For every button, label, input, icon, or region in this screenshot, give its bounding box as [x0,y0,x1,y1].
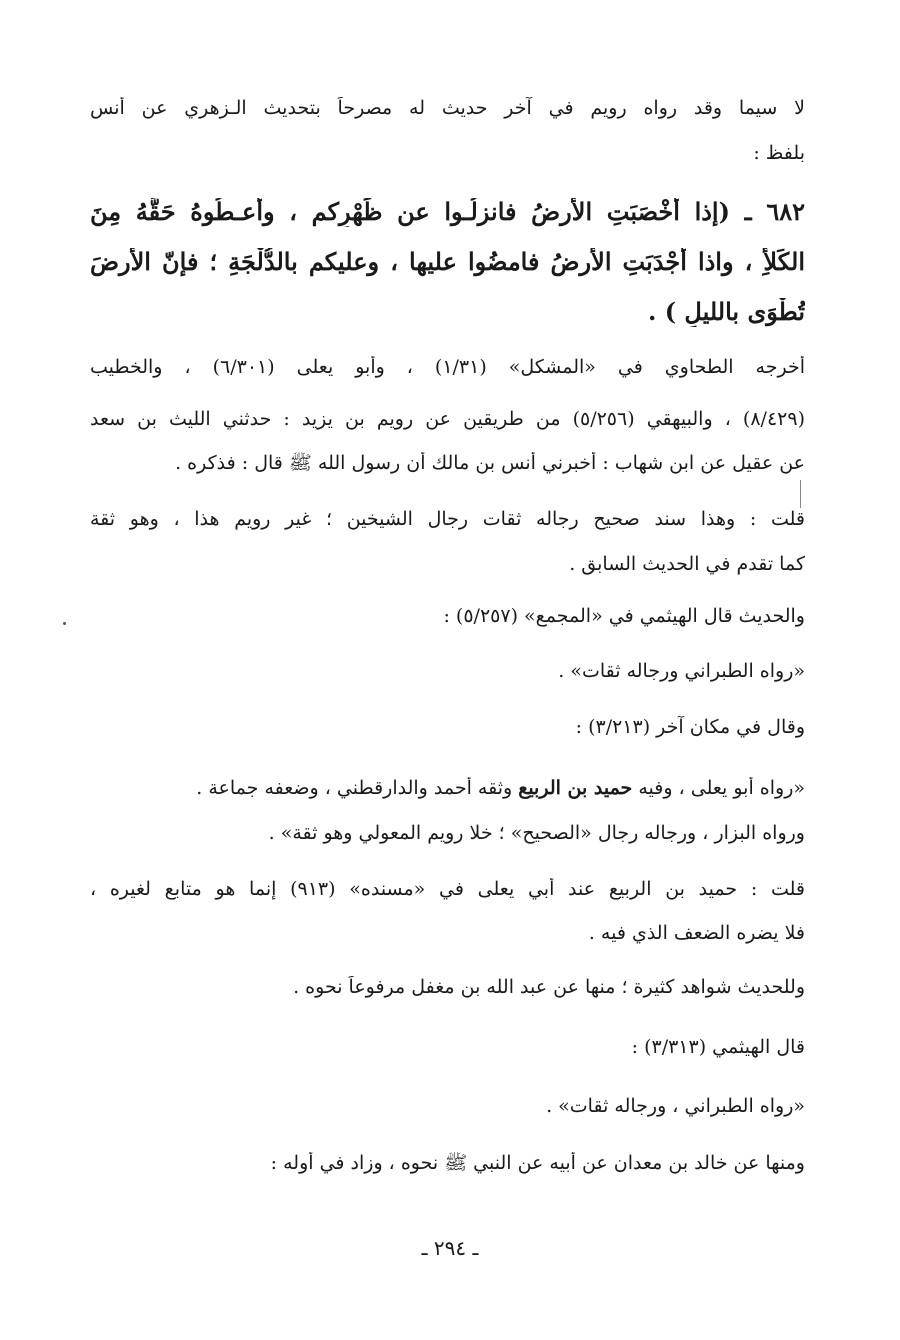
text-line: قلت : حميد بن الربيع عند أبي يعلى في «مسنده» (٩١٣) إنما هو متابع لغيره ، [90,878,805,900]
text-line: قلت : وهذا سند صحيح رجاله ثقات رجال الشيخين ؛ غير رويم هذا ، وهو ثقة [90,508,805,530]
quote-line: «رواه الطبراني ، ورجاله ثقات» . [546,1095,805,1117]
narrator-name: حميد بن الربيع [518,777,633,799]
text-line: قال الهيثمي (٣/٣١٣) : [631,1036,805,1058]
scan-speck [63,622,66,625]
text-line: لا سيما وقد رواه رويم في آخر حديث له مصرحاً بتحديث الـزهري عن أنس [90,97,805,119]
quote-part: وثقه أحمد والدارقطني ، وضعفه جماعة . [196,777,519,799]
text-line: بلفظ : [753,142,805,164]
quote-part: «رواه أبو يعلى ، وفيه [632,777,805,799]
hadith-line: تُطْوَى بالليلِ ) . [648,298,805,326]
text-line: أخرجه الطحاوي في «المشكل» (١/٣١) ، وأبو يعلى (٦/٣٠١) ، والخطيب [90,356,805,378]
scan-speck [800,480,801,508]
quote-line [90,777,805,800]
text-line: فلا يضره الضعف الذي فيه . [588,922,805,944]
text-line: ومنها عن خالد بن معدان عن أبيه عن النبي ﷺ نحوه ، وزاد في أوله : [270,1152,805,1174]
text-line: وقال في مكان آخر (٣/٢١٣) : [575,716,805,738]
hadith-line: ٦٨٢ ـ (إذا أخْصَبَتِ الأرضُ فانزلُـوا عن ظَهْرِكم ، وأعـطُوهُ حَقَّهُ مِنَ [90,198,805,226]
hadith-line: الكَلأِ ، واذا أجْدَبَتِ الأرضُ فامضُوا عليها ، وعليكم بالدُّلْجَةِ ؛ فإنّ الأرضَ [90,248,805,276]
text-line: وللحديث شواهد كثيرة ؛ منها عن عبد الله بن مغفل مرفوعاً نحوه . [293,976,805,998]
quote-line: ورواه البزار ، ورجاله رجال «الصحيح» ؛ خلا رويم المعولي وهو ثقة» . [268,822,805,844]
text-line: (٨/٤٢٩) ، والبيهقي (٥/٢٥٦) من طريقين عن رويم بن يزيد : حدثني الليث بن سعد [90,408,805,430]
text-line: عن عقيل عن ابن شهاب : أخبرني أنس بن مالك أن رسول الله ﷺ قال : فذكره . [175,452,805,474]
text-line: كما تقدم في الحديث السابق . [569,553,805,575]
page-number: ـ ٢٩٤ ـ [421,1236,479,1260]
quote-line: «رواه الطبراني ورجاله ثقات» . [558,660,805,682]
text-line: والحديث قال الهيثمي في «المجمع» (٥/٢٥٧) : [443,605,805,627]
